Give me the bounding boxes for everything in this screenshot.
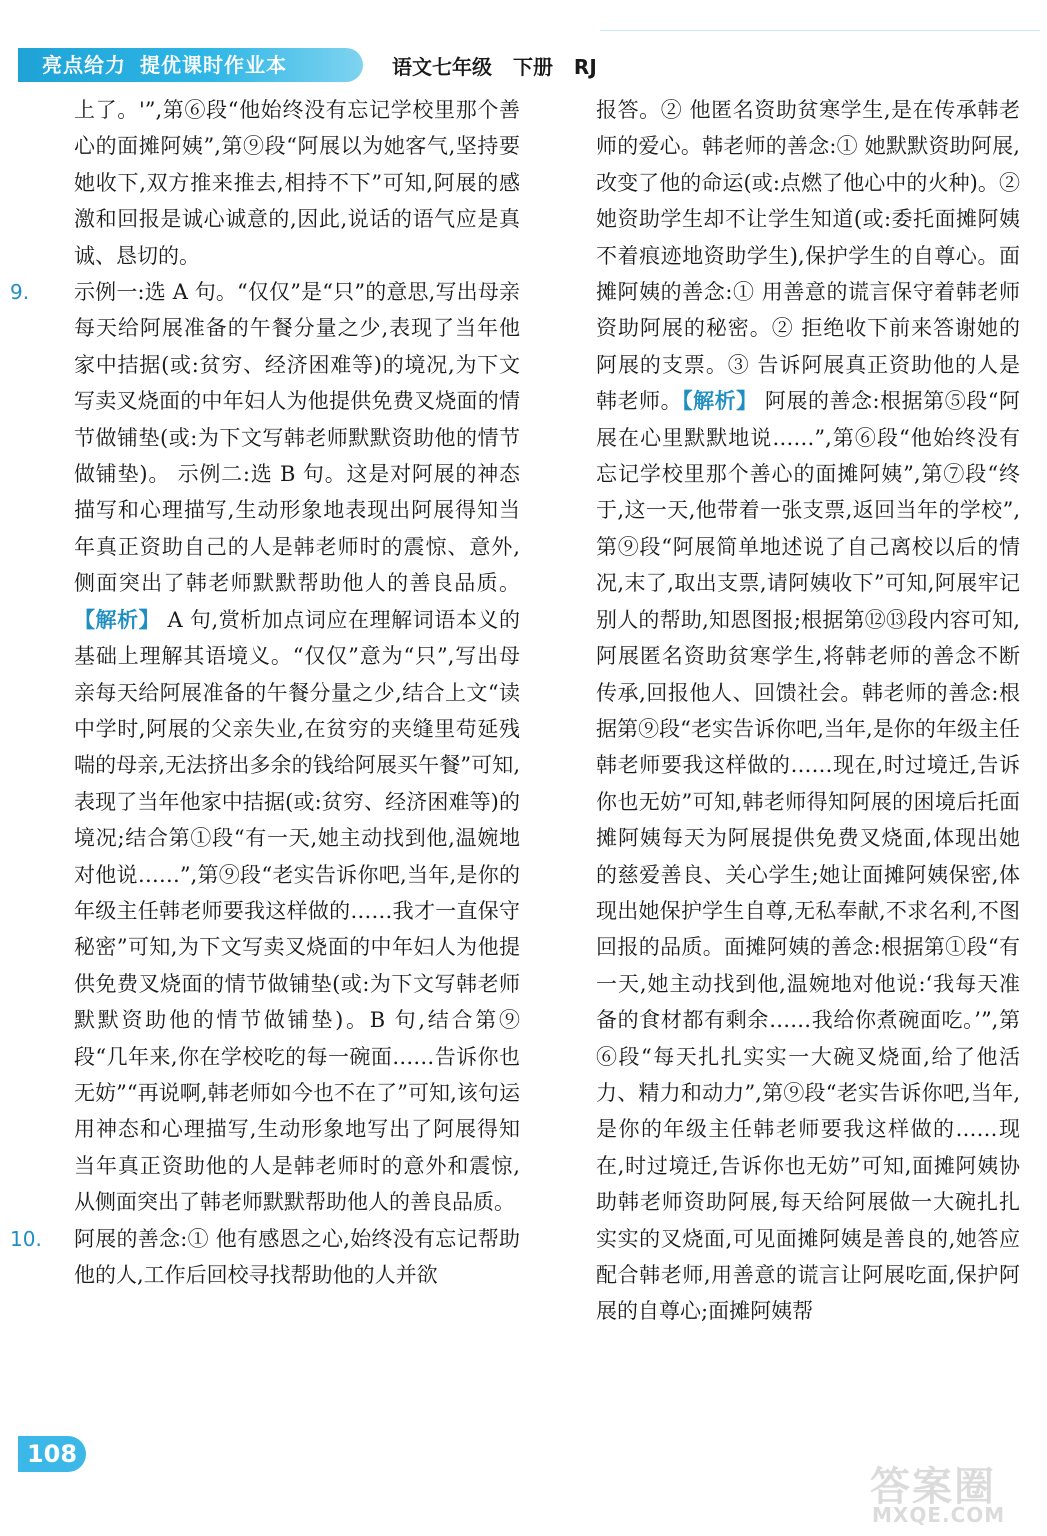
continuation-paragraph: 上了。'”,第⑥段“他始终没有忘记学校里那个善心的面摊阿姨”,第⑨段“阿展以为她客气,坚持要她收下,双方推来推去,相持不下”可知,阿展的感激和回报是诚心诚意的,因此,说话的语气应是真诚、恳切的。 [74,98,520,268]
series-title: 提优课时作业本 [140,53,287,77]
analysis-tag: 【解析】 [74,606,161,632]
watermark-url: MXQE.COM [872,1503,1006,1527]
question-9 [10,274,520,1221]
analysis-tag: 【解析】 [682,388,758,414]
left-column [10,92,520,1293]
page-number: 108 [18,1436,86,1472]
header-rule [600,30,1040,31]
series-banner [18,48,363,82]
watermark-text: 答案圈 [870,1464,996,1510]
answer-text: 阿展的善念:① 他有感恩之心,始终没有忘记帮助他的人,工作后回校寻找帮助他的人并欲 [74,1226,520,1287]
question-number: 10. [10,1226,42,1251]
analysis-text: 阿展的善念:根据第⑤段“阿展在心里默默地说……”,第⑥段“他始终没有忘记学校里那个善心的面摊阿姨”,第⑦段“终于,这一天,他带着一张支票,返回当年的学校”,第⑨段“阿展简单地述说了自己离校以后的情况,末了,取出支票,请阿姨收下”可知,阿展牢记别人的帮助,知恩图报;根据第⑫⑬段内容可知,阿展匿名资助贫寒学生,将韩老师的善念不断传承,回报他人、回馈社会。韩老师的善念:根据第⑨段“老实告诉你吧,当年,是你的年级主任韩老师要我这样做的……现在,时过境迁,告诉你也无妨”可知,韩老师得知阿展的困境后托面摊阿姨每天为阿展提供免费叉烧面,体现出她的慈爱善良、关心学生;她让面摊阿姨保密,体现出她保护学生自尊,无私奉献,不求名利,不图回报的品质。面摊阿姨的善念:根据第①段“有一天,她主动找到他,温婉地对他说:‘我每天准备的食材都有剩余……我给你煮碗面吃。’”,第⑥段“每天扎扎实实一大碗叉烧面,给了他活力、精力和动力”,第⑨段“老实告诉你吧,当年,是你的年级主任韩老师要我这样做的……现在,时过境迁,告诉你也无妨”可知,面摊阿姨协助韩老师资助阿展,每天给阿展做一大碗扎扎实实的叉烧面,可见面摊阿姨是善良的,她答应配合韩老师,用善意的谎言让阿展吃面,保护阿展的自尊心;面摊阿姨帮 [596,389,1021,1324]
right-column [596,92,1020,1330]
analysis-text: A 句,赏析加点词应在理解词语本义的基础上理解其语境义。“仅仅”意为“只”,写出母亲每天给阿展准备的午餐分量之少,结合上文“读中学时,阿展的父亲失业,在贫穷的夹缝里苟延残喘的母亲,无法挤出多余的钱给阿展买午餐”可知,表现了当年他家中拮据(或:贫穷、经济困难等)的境况;结合第①段“有一天,她主动找到他,温婉地对他说……”,第⑨段“老实告诉你吧,当年,是你的年级主任韩老师要我这样做的……我才一直保守秘密”可知,为下文写卖叉烧面的中年妇人为他提供免费叉烧面的情节做铺垫(或:为下文写韩老师默默资助他的情节做铺垫)。B 句,结合第⑨段“几年来,你在学校吃的每一碗面……告诉你也无妨”“再说啊,韩老师如今也不在了”可知,该句运用神态和心理描写,生动形象地写出了阿展得知当年真正资助他的人是韩老师时的意外和震惊,从侧面突出了韩老师默默帮助他人的善良品质。 [74,607,520,1215]
answer-text: 示例一:选 A 句。“仅仅”是“只”的意思,写出母亲每天给阿展准备的午餐分量之少,表现了当年他家中拮据(或:贫穷、经济困难等)的境况,为下文写卖叉烧面的中年妇人为他提供免费叉烧面的情节做铺垫(或:为下文写韩老师默默资助他的情节做铺垫)。 示例二:选 B 句。这是对阿展的神态描写和心理描写,生动形象地表现出阿展得知当年真正资助自己的人是韩老师时的震惊、意外,侧面突出了韩老师默默帮助他人的善良品质。 [74,280,520,596]
subject-grade-label: 语文七年级 下册 RJ [392,55,597,79]
watermark-logo [860,1455,1035,1530]
answer-continuation [596,92,1020,1330]
question-10 [10,1221,520,1294]
answer-text: 报答。② 他匿名资助贫寒学生,是在传承韩老师的爱心。韩老师的善念:① 她默默资助阿展,改变了他的命运(或:点燃了他心中的火种)。② 她资助学生却不让学生知道(或:委托面摊阿姨不着痕迹地资助学生),保护学生的自尊心。面摊阿姨的善念:① 用善意的谎言保守着韩老师资助阿展的秘密。② 拒绝收下前来答谢她的阿展的支票。③ 告诉阿展真正资助他的人是韩老师。 [596,98,1020,414]
brand-name: 亮点给力 [42,53,126,77]
question-number: 9. [10,280,30,305]
